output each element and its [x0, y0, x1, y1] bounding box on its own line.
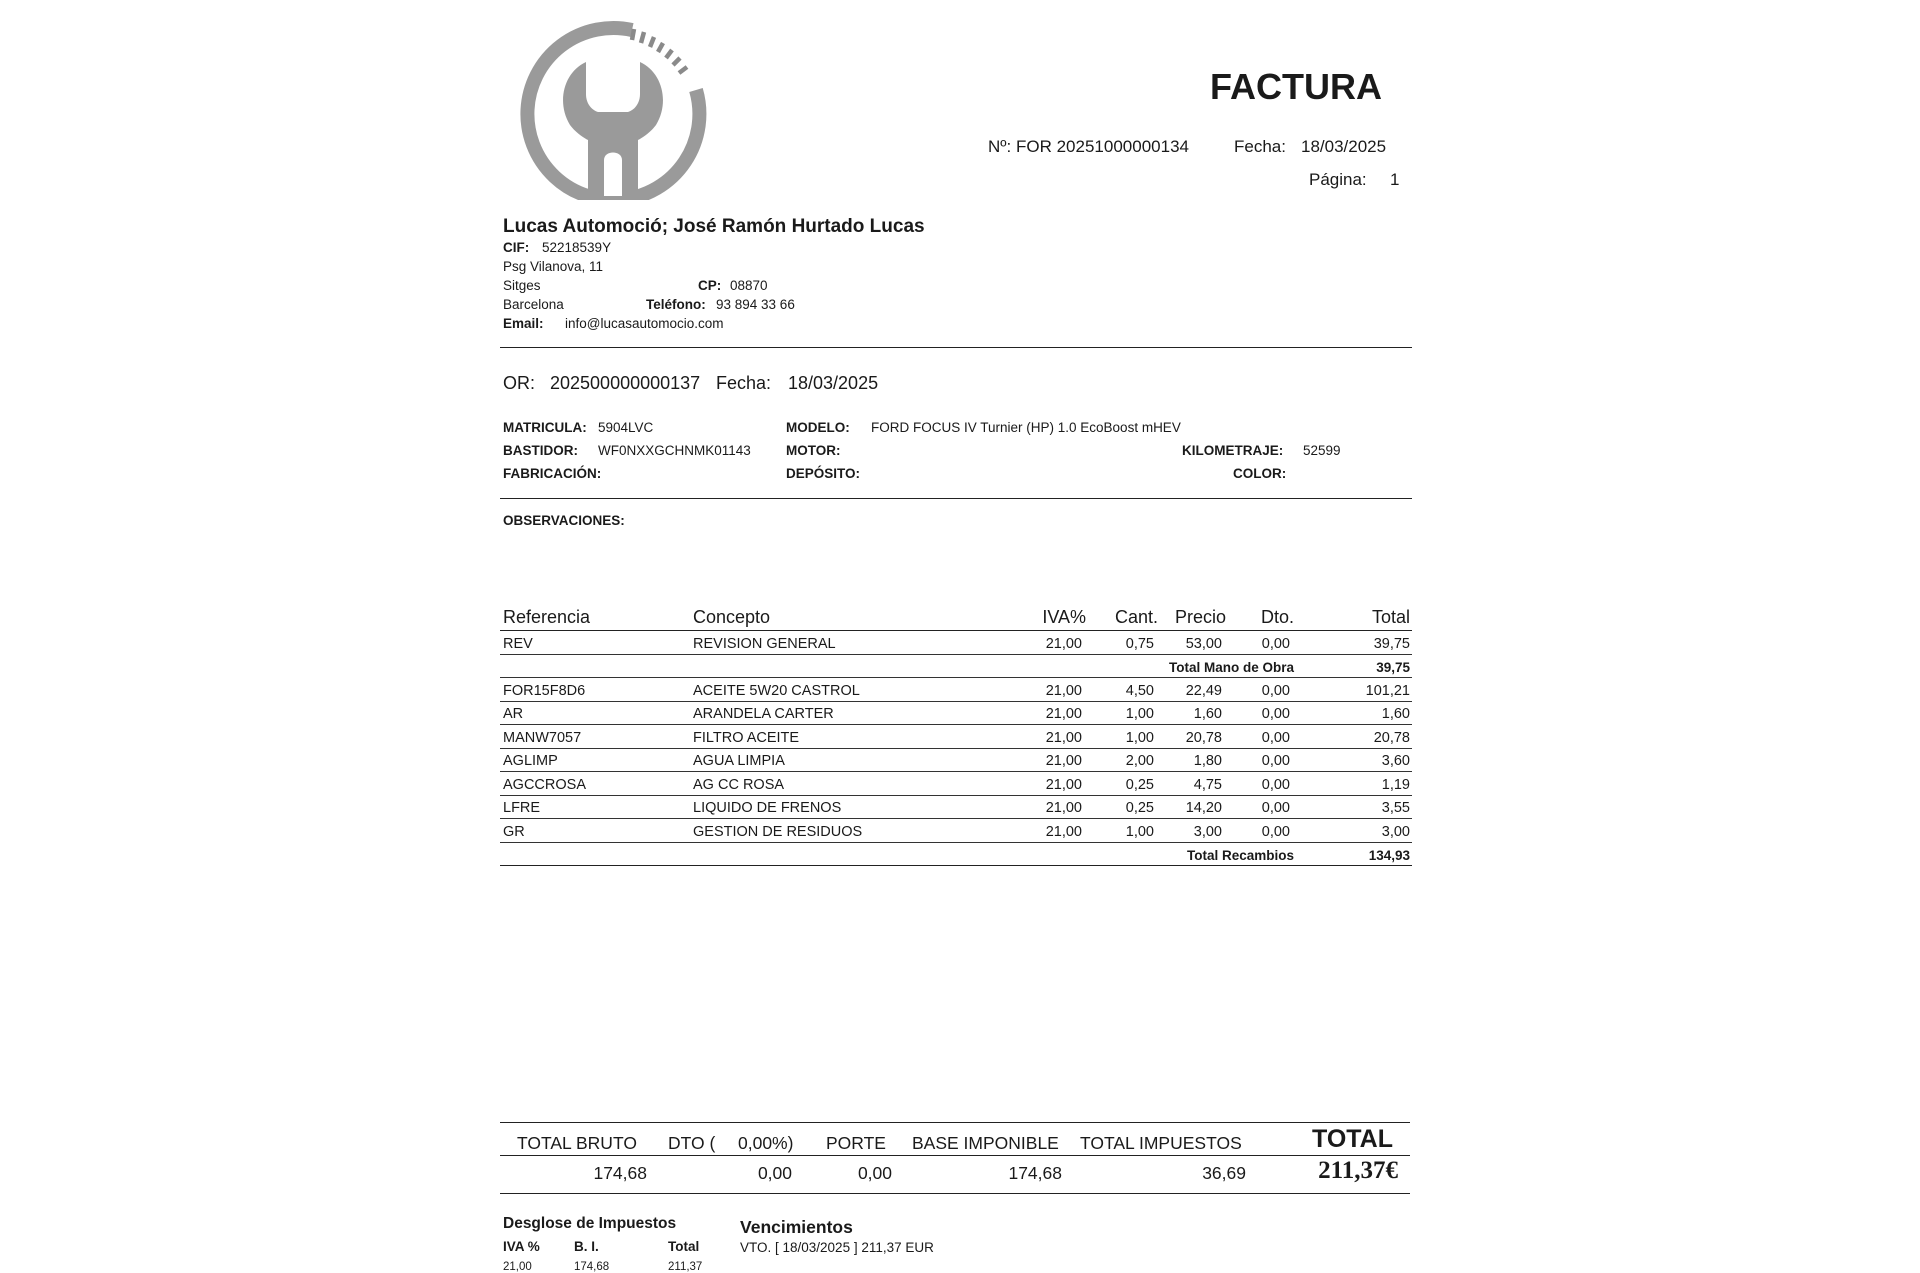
- page-label: Página:: [1309, 170, 1367, 189]
- labour-subtotal-row: [500, 655, 1412, 679]
- dto-label: DTO (: [668, 1133, 716, 1153]
- company-province: Barcelona: [503, 297, 564, 312]
- total-bruto-value: 174,68: [593, 1163, 647, 1183]
- kilometraje-value: 52599: [1303, 443, 1341, 458]
- cell-total: 39,75: [1373, 635, 1410, 652]
- cell-cant: 0,25: [1125, 800, 1154, 816]
- divider: [500, 498, 1412, 499]
- cell-dto: 0,00: [1261, 729, 1290, 746]
- cell-iva: 21,00: [1045, 682, 1082, 699]
- cell-total: 1,60: [1381, 706, 1410, 722]
- labour-subtotal-label: Total Mano de Obra: [1168, 660, 1294, 675]
- cell-dto: 0,00: [1261, 776, 1290, 793]
- cell-total: 20,78: [1373, 729, 1410, 746]
- bastidor-value: WF0NXXGCHNMK01143: [598, 443, 751, 458]
- phone-label: Teléfono:: [646, 297, 706, 312]
- cell-dto: 0,00: [1261, 635, 1290, 652]
- parts-subtotal-label: Total Recambios: [1186, 848, 1294, 863]
- table-row: [500, 631, 1412, 655]
- company-city: Sitges: [503, 278, 541, 293]
- tax-iva-header: IVA %: [503, 1239, 540, 1254]
- col-concepto-header: Concepto: [693, 607, 771, 627]
- cell-dto: 0,00: [1261, 753, 1290, 769]
- porte-value: 0,00: [857, 1163, 892, 1183]
- base-imponible-value: 174,68: [1008, 1163, 1062, 1183]
- cell-precio: 4,75: [1193, 776, 1222, 793]
- tax-iva-value: 21,00: [503, 1261, 532, 1273]
- cell-ref: AGCCROSA: [503, 776, 586, 793]
- cell-iva: 21,00: [1045, 753, 1082, 769]
- base-imponible-label: BASE IMPONIBLE: [912, 1133, 1059, 1153]
- fabricacion-label: FABRICACIÓN:: [503, 466, 602, 481]
- cell-iva: 21,00: [1045, 635, 1082, 652]
- invoice-date: 18/03/2025: [1301, 137, 1387, 156]
- cell-dto: 0,00: [1261, 706, 1290, 722]
- email-label: Email:: [503, 316, 544, 331]
- cell-cant: 0,75: [1125, 635, 1154, 652]
- cell-concepto: AG CC ROSA: [693, 776, 785, 793]
- cell-concepto: LIQUIDO DE FRENOS: [693, 800, 842, 816]
- divider: [500, 347, 1412, 348]
- cell-dto: 0,00: [1261, 800, 1290, 816]
- cell-ref: LFRE: [503, 800, 541, 816]
- parts-subtotal-row: [500, 843, 1412, 867]
- labour-subtotal-value: 39,75: [1376, 660, 1410, 675]
- cp-value: 08870: [730, 278, 768, 293]
- observaciones-label: OBSERVACIONES:: [503, 513, 625, 528]
- col-total-header: Total: [1371, 607, 1410, 627]
- table-row: [500, 819, 1412, 843]
- cell-total: 3,00: [1381, 823, 1410, 840]
- total-label: TOTAL: [1312, 1125, 1394, 1153]
- col-precio-header: Precio: [1174, 607, 1226, 627]
- dto-value: 0,00: [757, 1163, 792, 1183]
- cell-cant: 1,00: [1125, 706, 1154, 722]
- cell-precio: 20,78: [1185, 729, 1222, 746]
- cell-cant: 2,00: [1125, 753, 1154, 769]
- due-title: Vencimientos: [740, 1217, 853, 1237]
- or-date-label: Fecha:: [716, 373, 772, 393]
- modelo-label: MODELO:: [786, 420, 850, 435]
- col-cant-header: Cant.: [1114, 607, 1158, 627]
- invoice-number-label: Nº:: [988, 137, 1012, 156]
- totals-divider: [500, 1155, 1410, 1156]
- cif-label: CIF:: [503, 240, 530, 255]
- page-number: 1: [1390, 170, 1400, 189]
- table-row: [500, 725, 1412, 749]
- cell-iva: 21,00: [1045, 776, 1082, 793]
- dto-pct: 0,00%): [738, 1133, 794, 1153]
- modelo-value: FORD FOCUS IV Turnier (HP) 1.0 EcoBoost mHEV: [871, 420, 1181, 435]
- color-label: COLOR:: [1233, 466, 1287, 481]
- totals-band: [500, 1122, 1410, 1194]
- total-impuestos-value: 36,69: [1202, 1163, 1246, 1183]
- cell-ref: FOR15F8D6: [503, 682, 586, 699]
- items-table: [500, 604, 1412, 866]
- cell-precio: 22,49: [1185, 682, 1222, 699]
- table-header: [500, 604, 1412, 631]
- cell-iva: 21,00: [1045, 823, 1082, 840]
- cell-concepto: ACEITE 5W20 CASTROL: [693, 682, 860, 699]
- cell-dto: 0,00: [1261, 682, 1290, 699]
- cell-cant: 4,50: [1125, 682, 1154, 699]
- matricula-label: MATRICULA:: [503, 420, 587, 435]
- cell-dto: 0,00: [1261, 823, 1290, 840]
- porte-label: PORTE: [826, 1133, 886, 1153]
- bastidor-label: BASTIDOR:: [503, 443, 578, 458]
- tax-total-header: Total: [668, 1239, 700, 1254]
- invoice-date-label: Fecha:: [1234, 137, 1286, 156]
- cell-concepto: GESTION DE RESIDUOS: [693, 823, 863, 840]
- phone-value: 93 894 33 66: [716, 297, 795, 312]
- cell-concepto: FILTRO ACEITE: [693, 729, 800, 746]
- cell-cant: 1,00: [1125, 729, 1154, 746]
- due-line: VTO. [ 18/03/2025 ] 211,37 EUR: [740, 1240, 934, 1255]
- invoice-number: FOR 20251000000134: [1016, 137, 1189, 156]
- table-row: [500, 796, 1412, 820]
- col-iva-header: IVA%: [1042, 607, 1086, 627]
- cell-ref: REV: [503, 635, 533, 652]
- cell-ref: AGLIMP: [503, 753, 558, 769]
- tax-bi-value: 174,68: [574, 1261, 610, 1273]
- cell-precio: 14,20: [1185, 800, 1222, 816]
- or-label: OR:: [503, 373, 536, 393]
- cell-ref: MANW7057: [503, 729, 582, 746]
- invoice-title: FACTURA: [1210, 66, 1382, 107]
- kilometraje-label: KILOMETRAJE:: [1182, 443, 1284, 458]
- cell-concepto: AGUA LIMPIA: [693, 753, 785, 769]
- or-date: 18/03/2025: [788, 373, 879, 393]
- col-dto-header: Dto.: [1260, 607, 1294, 627]
- company-address: Psg Vilanova, 11: [503, 259, 604, 274]
- grand-total-value: 211,37€: [1318, 1157, 1398, 1184]
- email-value: info@lucasautomocio.com: [565, 316, 724, 331]
- company-name: Lucas Automoció; José Ramón Hurtado Lucas: [503, 216, 925, 237]
- cif-value: 52218539Y: [542, 240, 612, 255]
- tax-bi-header: B. I.: [574, 1239, 599, 1254]
- cell-iva: 21,00: [1045, 800, 1082, 816]
- cell-total: 3,60: [1381, 753, 1410, 769]
- cell-total: 3,55: [1381, 800, 1410, 816]
- cell-cant: 0,25: [1125, 776, 1154, 793]
- tax-total-value: 211,37: [668, 1261, 703, 1273]
- cell-iva: 21,00: [1045, 729, 1082, 746]
- col-ref-header: Referencia: [503, 607, 591, 627]
- cell-iva: 21,00: [1045, 706, 1082, 722]
- cell-precio: 1,60: [1193, 706, 1222, 722]
- cell-total: 101,21: [1365, 682, 1410, 699]
- table-row: [500, 772, 1412, 796]
- table-row: [500, 749, 1412, 773]
- cell-total: 1,19: [1381, 776, 1410, 793]
- cp-label: CP:: [698, 278, 722, 293]
- table-row: [500, 702, 1412, 726]
- motor-label: MOTOR:: [786, 443, 841, 458]
- tax-breakdown-title: Desglose de Impuestos: [503, 1215, 677, 1232]
- matricula-value: 5904LVC: [598, 420, 654, 435]
- or-number: 202500000000137: [550, 373, 701, 393]
- wrench-logo-icon: [512, 20, 712, 200]
- cell-ref: GR: [503, 823, 525, 840]
- deposito-label: DEPÓSITO:: [786, 466, 861, 481]
- cell-precio: 1,80: [1193, 753, 1222, 769]
- total-bruto-label: TOTAL BRUTO: [517, 1133, 637, 1153]
- cell-precio: 3,00: [1193, 823, 1222, 840]
- parts-subtotal-value: 134,93: [1368, 848, 1410, 863]
- cell-cant: 1,00: [1125, 823, 1154, 840]
- cell-concepto: REVISION GENERAL: [693, 635, 836, 652]
- table-row: [500, 678, 1412, 702]
- cell-ref: AR: [503, 706, 524, 722]
- cell-precio: 53,00: [1185, 635, 1222, 652]
- total-impuestos-label: TOTAL IMPUESTOS: [1080, 1133, 1242, 1153]
- cell-concepto: ARANDELA CARTER: [693, 706, 834, 722]
